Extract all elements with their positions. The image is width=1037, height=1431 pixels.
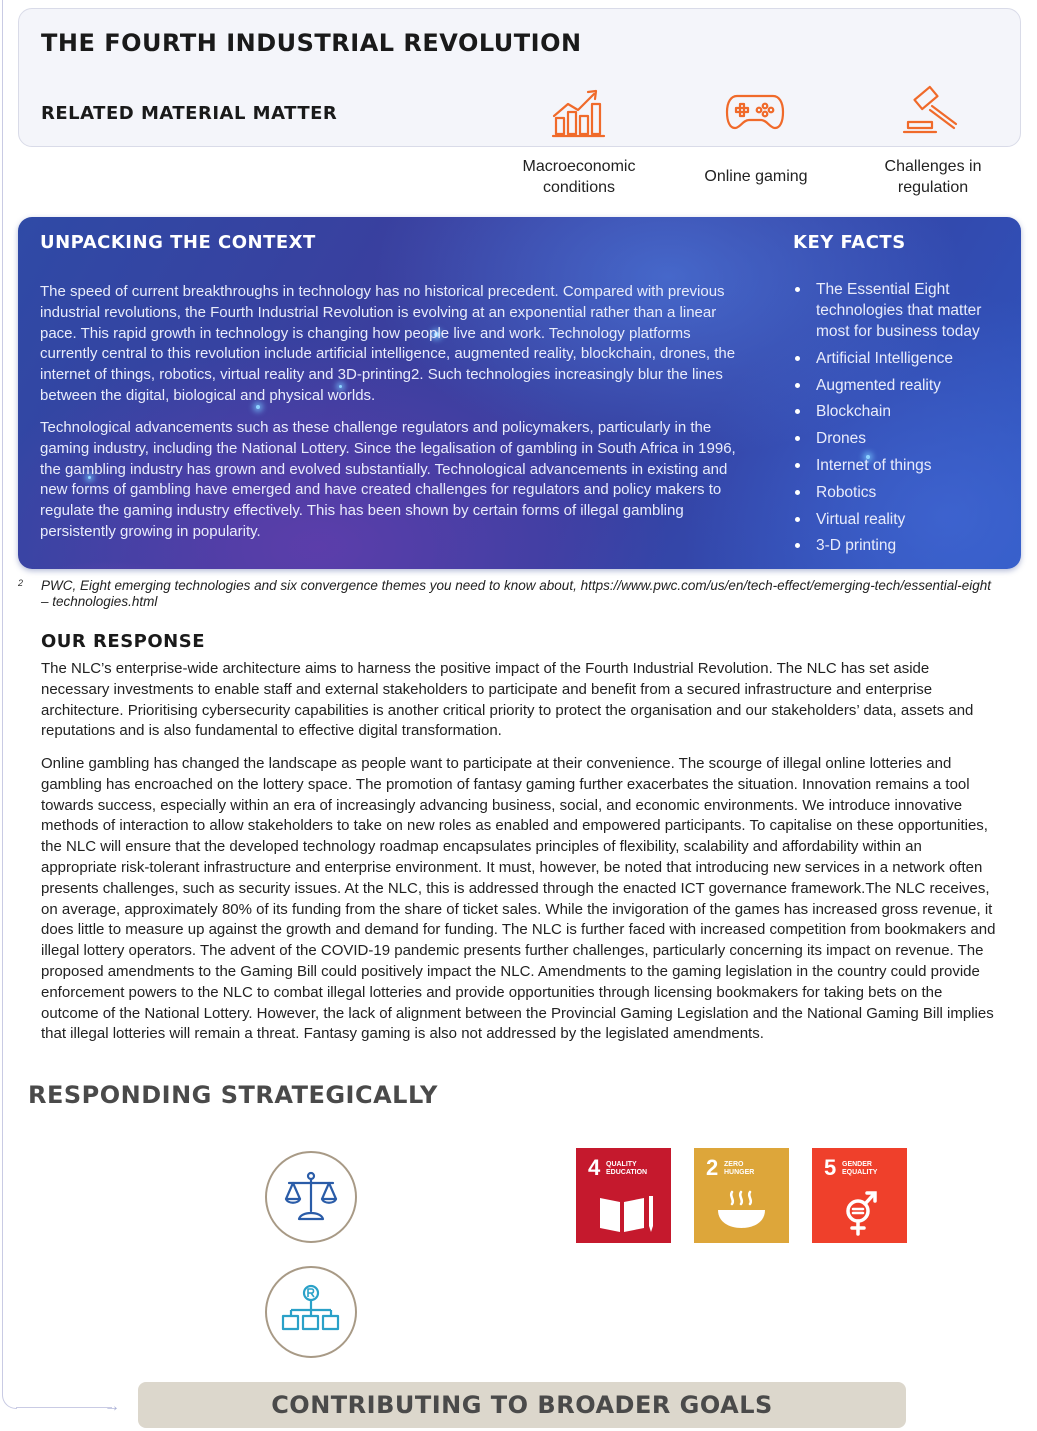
strategy-title: RESPONDING STRATEGICALLY [28, 1081, 438, 1109]
sdg-zero-hunger-tile [694, 1148, 789, 1243]
broader-goals-bar: CONTRIBUTING TO BROADER GOALS [138, 1382, 906, 1428]
response-paragraph-1: The NLC’s enterprise-wide architecture aims to harness the positive impact of the Fourth Industrial Revolution. The NLC has set aside necessary investments to enable staff and external stakeholders to participate and benefit from a secured infrastructure and enterprise architecture. Prioritising cybersecurity capabilities is another critical priority to protect the organisation and our stakeholders’ data, assets and reputations and is also fundamental to effective digital transformation. [41, 660, 974, 740]
material-matter-macroeconomic: Macroeconomic conditions [522, 158, 636, 196]
sdg-number: 4 [588, 1155, 601, 1180]
response-title: OUR RESPONSE [41, 631, 205, 652]
sdg-label: ZERO HUNGER [724, 1161, 755, 1176]
footnote-marker: 2 [18, 578, 24, 588]
registered-org-chart-icon [265, 1266, 357, 1358]
sdg-number: 2 [706, 1155, 719, 1180]
key-fact-item: 3-D printing [793, 535, 1008, 556]
material-matter-regulation: Challenges in regulation [884, 158, 982, 196]
header-panel [18, 8, 1021, 147]
related-material-title: RELATED MATERIAL MATTER [41, 103, 338, 124]
sdg-number: 5 [824, 1155, 837, 1180]
key-fact-item: Augmented reality [793, 375, 1008, 396]
game-controller-icon [725, 82, 785, 142]
page-title: THE FOURTH INDUSTRIAL REVOLUTION [41, 29, 582, 57]
sdg-quality-education-tile [576, 1148, 671, 1243]
key-fact-item: Drones [793, 428, 1008, 449]
key-fact-item: Virtual reality [793, 509, 1008, 530]
scales-of-justice-icon [265, 1151, 357, 1243]
sdg-label: QUALITY EDUCATION [606, 1161, 648, 1176]
key-fact-item: The Essential Eight technologies that matter most for business today [793, 279, 1008, 342]
growth-chart-icon [550, 82, 610, 142]
left-guide-line [2, 0, 3, 1392]
key-fact-item: Artificial Intelligence [793, 348, 1008, 369]
response-paragraph-2: Online gambling has changed the landscape as people want to participate at their convenience. The scourge of illegal online lotteries and gambling has encroached on the lottery space. The promotion of fantasy gaming further exacerbates the situation. Innovation remains a tool towards success, especially within an era of increasingly advancing business, social, and economic environments. We introduce innovative methods of interaction to allow stakeholders to take on new roles as enabled and empowered participants. To capitalise on these opportunities, the NLC will ensure that the developed technology roadmap encapsulates principles of flexibility, scalability and affordability within an appropriate risk-tolerant infrastructure and enterprise environment. It must, however, be noted that introducing new services in a network often presents challenges, such as security issues. At the NLC, this is addressed through the enacted ICT governance framework.The NLC receives, on average, approximately 80% of its funding from the share of ticket sales. While the invigoration of the games has increased gross revenue, it does little to measure up against the growth and demand for funding. The NLC is further faced with increased competition from bookmakers and illegal lottery operators. The advent of the COVID-19 pandemic presents further challenges, particularly concerning its impact on revenue. The proposed amendments to the Gaming Bill could positively impact the NLC. Amendments to the gaming legislation in the country could provide enforcement powers to the NLC to combat illegal lotteries and provide opportunities through licensing bookmakers for taking bets on the outcome of the National Lottery. However, the lack of alignment between the Provincial Gaming Legislation and the National Gaming Bill implies that illegal lotteries will remain a threat. Fantasy gaming is also not addressed by the legislated amendments. [41, 755, 996, 1043]
key-fact-item: Internet of things [793, 455, 1008, 476]
gavel-icon [902, 82, 962, 142]
guide-curve [2, 1380, 17, 1409]
context-paragraph-2: Technological advancements such as these challenge regulators and policymakers, particularly in the gaming industry, including the National Lottery. Since the legalisation of gambling in South Africa in 1996, the gambling industry has grown and evolved substantially. Technological advancements in existing and new forms of gambling have emerged and have created challenges for regulators and policy makers to regulate the gaming industry effectively. This has been shown by certain forms of illegal gambling persistently growing in popularity. [40, 419, 736, 540]
material-matter-online-gaming: Online gaming [704, 168, 808, 185]
guide-connector [16, 1407, 112, 1408]
key-facts-title: KEY FACTS [793, 232, 906, 253]
key-fact-item: Blockchain [793, 401, 1008, 422]
key-fact-item: Robotics [793, 482, 1008, 503]
book-pencil-icon [576, 1148, 671, 1243]
context-panel [18, 217, 1021, 569]
key-facts-list [793, 279, 1008, 562]
context-paragraph-1: The speed of current breakthroughs in technology has no historical precedent. Compared with previous industrial revolutions, the Fourth Industrial Revolution is evolving at an exponential rather than a linear pace. This rapid growth in technology is changing how people live and work. Technology platforms currently central to this revolution include artificial intelligence, augmented reality, blockchain, drones, the internet of things, robotics, virtual reality and 3D-printing2. Such technologies increasingly blur the lines between the digital, biological and physical worlds. [40, 283, 736, 404]
sdg-gender-equality-tile [812, 1148, 907, 1243]
arrow-right-icon: → [104, 1398, 120, 1415]
sdg-label: GENDER EQUALITY [842, 1161, 878, 1176]
footnote-text: PWC, Eight emerging technologies and six convergence themes you need to know about, https://www.pwc.com/us/en/tech-effect/emerging-tech/essential-eight – technologies.html [41, 578, 992, 609]
gender-equality-icon [812, 1148, 907, 1243]
bowl-icon [694, 1148, 789, 1243]
context-title: UNPACKING THE CONTEXT [40, 232, 316, 253]
